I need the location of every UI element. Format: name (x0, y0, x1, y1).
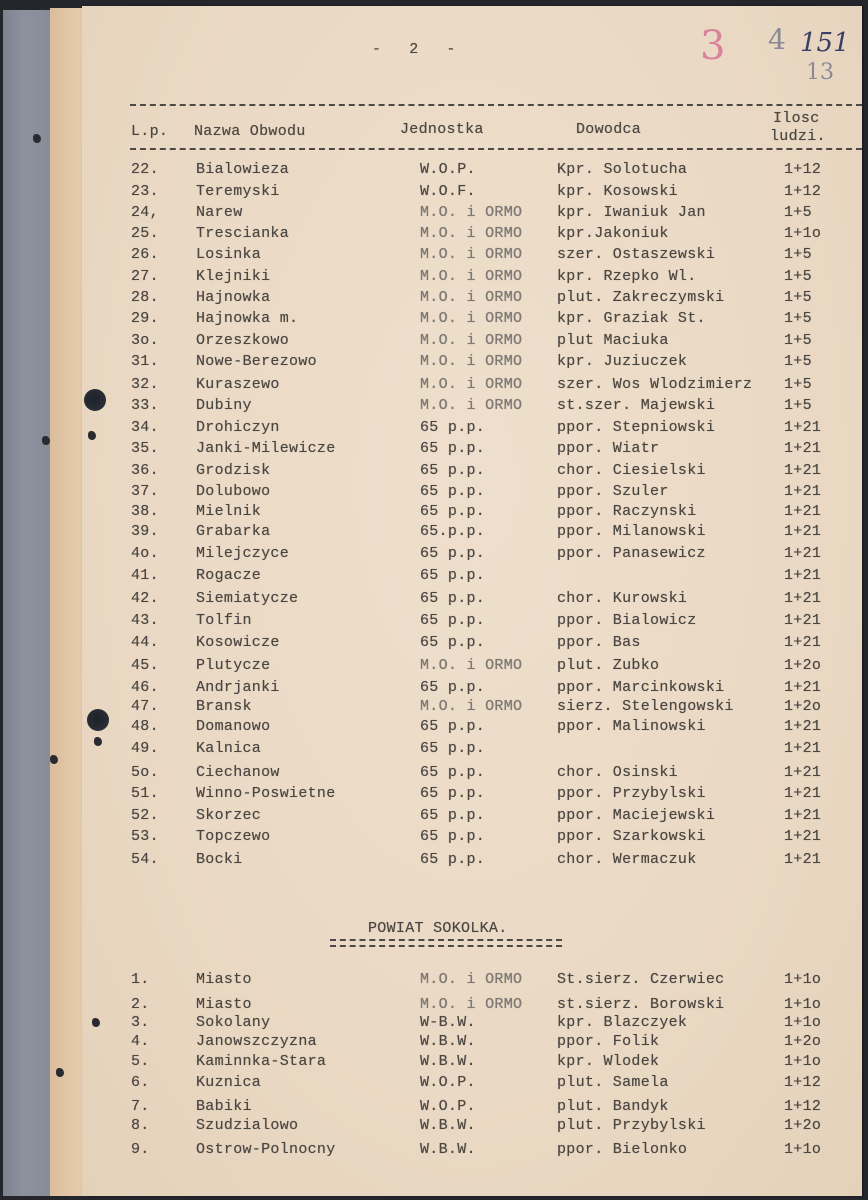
unit-name: M.O. i ORMO (420, 657, 523, 674)
row-number: 44. (131, 634, 159, 651)
table-row (0, 785, 868, 806)
commander-name: ppor. Folik (557, 1033, 660, 1050)
table-row (0, 590, 868, 611)
row-number: 54. (131, 851, 159, 868)
header-name: Nazwa Obwodu (194, 123, 306, 140)
unit-name: W.O.P. (420, 1074, 476, 1091)
district-name: Miasto (196, 996, 252, 1013)
table-row (0, 353, 868, 374)
commander-name: ppor. Bielonko (557, 1141, 688, 1158)
header-qty-line2: ludzi. (770, 128, 826, 145)
district-name: Milejczyce (196, 545, 290, 562)
unit-name: M.O. i ORMO (420, 246, 523, 263)
district-name: Hajnowka (196, 289, 271, 306)
header-rule-bottom (130, 148, 862, 150)
commander-name: ppor. Malinowski (557, 718, 706, 735)
row-number: 9. (131, 1141, 150, 1158)
personnel-count: 1+21 (784, 851, 822, 868)
table-row (0, 851, 868, 872)
table-row (0, 1053, 868, 1074)
row-number: 8. (131, 1117, 150, 1134)
table-row (0, 523, 868, 544)
district-name: Andrjanki (196, 679, 280, 696)
personnel-count: 1+21 (784, 634, 822, 651)
unit-name: 65 p.p. (420, 590, 486, 607)
district-name: Rogacze (196, 567, 262, 584)
unit-name: 65 p.p. (420, 807, 486, 824)
personnel-count: 1+21 (784, 612, 822, 629)
section-title: POWIAT SOKOLKA. (368, 920, 508, 937)
row-number: 53. (131, 828, 159, 845)
commander-name: plut. Samela (557, 1074, 669, 1091)
row-number: 49. (131, 740, 159, 757)
commander-name: sierz. Stelengowski (557, 698, 734, 715)
district-name: Babiki (196, 1098, 252, 1115)
commander-name: ppor. Bialowicz (557, 612, 697, 629)
district-name: Miasto (196, 971, 252, 988)
personnel-count: 1+21 (784, 483, 822, 500)
row-number: 3o. (131, 332, 159, 349)
personnel-count: 1+21 (784, 462, 822, 479)
personnel-count: 1+12 (784, 161, 822, 178)
table-row (0, 971, 868, 992)
district-name: Janki-Milewicze (196, 440, 336, 457)
table-row (0, 289, 868, 310)
personnel-count: 1+5 (784, 376, 812, 393)
personnel-count: 1+21 (784, 545, 822, 562)
unit-name: M.O. i ORMO (420, 332, 523, 349)
row-number: 6. (131, 1074, 150, 1091)
unit-name: M.O. i ORMO (420, 289, 523, 306)
unit-name: W-B.W. (420, 1014, 476, 1031)
unit-name: 65 p.p. (420, 545, 486, 562)
commander-name: plut Maciuka (557, 332, 669, 349)
commander-name: kpr. Rzepko Wl. (557, 268, 697, 285)
personnel-count: 1+21 (784, 807, 822, 824)
row-number: 27. (131, 268, 159, 285)
district-name: Bransk (196, 698, 252, 715)
district-name: Bocki (196, 851, 243, 868)
table-row (0, 246, 868, 267)
personnel-count: 1+1o (784, 996, 822, 1013)
commander-name: Kpr. Solotucha (557, 161, 688, 178)
archive-number-annotation: 151 (800, 28, 850, 58)
row-number: 36. (131, 462, 159, 479)
commander-name: ppor. Panasewicz (557, 545, 706, 562)
row-number: 32. (131, 376, 159, 393)
unit-name: 65 p.p. (420, 828, 486, 845)
table-row (0, 679, 868, 700)
personnel-count: 1+2o (784, 698, 822, 715)
district-name: Klejniki (196, 268, 271, 285)
commander-name: ppor. Maciejewski (557, 807, 716, 824)
personnel-count: 1+5 (784, 268, 812, 285)
unit-name: 65 p.p. (420, 440, 486, 457)
personnel-count: 1+5 (784, 332, 812, 349)
commander-name: kpr. Juziuczek (557, 353, 688, 370)
commander-name: chor. Ciesielski (557, 462, 706, 479)
table-row (0, 204, 868, 225)
personnel-count: 1+2o (784, 1033, 822, 1050)
unit-name: M.O. i ORMO (420, 204, 523, 221)
table-row (0, 1141, 868, 1162)
table-row (0, 268, 868, 289)
header-qty-line1: Ilosc (773, 110, 820, 127)
district-name: Bialowieza (196, 161, 290, 178)
commander-name: ppor. Bas (557, 634, 641, 651)
table-row (0, 612, 868, 633)
commander-name: ppor. Wiatr (557, 440, 660, 457)
row-number: 29. (131, 310, 159, 327)
table-row (0, 440, 868, 461)
unit-name: 65 p.p. (420, 718, 486, 735)
table-row (0, 161, 868, 182)
district-name: Trescianka (196, 225, 290, 242)
unit-name: M.O. i ORMO (420, 353, 523, 370)
district-name: Dolubowo (196, 483, 271, 500)
commander-name: St.sierz. Czerwiec (557, 971, 725, 988)
unit-name: M.O. i ORMO (420, 268, 523, 285)
row-number: 52. (131, 807, 159, 824)
row-number: 31. (131, 353, 159, 370)
personnel-count: 1+5 (784, 397, 812, 414)
commander-name: kpr. Kosowski (557, 183, 678, 200)
table-row (0, 1117, 868, 1138)
district-name: Nowe-Berezowo (196, 353, 317, 370)
unit-name: M.O. i ORMO (420, 397, 523, 414)
district-name: Skorzec (196, 807, 262, 824)
commander-name: chor. Wermaczuk (557, 851, 697, 868)
unit-name: W.B.W. (420, 1053, 476, 1070)
unit-name: M.O. i ORMO (420, 996, 523, 1013)
personnel-count: 1+2o (784, 657, 822, 674)
commander-name: ppor. Szuler (557, 483, 669, 500)
table-row (0, 483, 868, 504)
row-number: 24, (131, 204, 159, 221)
table-row (0, 503, 868, 524)
district-name: Tolfin (196, 612, 252, 629)
table-row (0, 634, 868, 655)
district-name: Szudzialowo (196, 1117, 299, 1134)
section-title-underline (330, 939, 562, 947)
personnel-count: 1+5 (784, 246, 812, 263)
personnel-count: 1+12 (784, 1074, 822, 1091)
row-number: 28. (131, 289, 159, 306)
table-row (0, 545, 868, 566)
table-row (0, 698, 868, 719)
unit-name: W.B.W. (420, 1117, 476, 1134)
personnel-count: 1+21 (784, 740, 822, 757)
personnel-count: 1+21 (784, 679, 822, 696)
personnel-count: 1+12 (784, 1098, 822, 1115)
unit-name: W.B.W. (420, 1033, 476, 1050)
district-name: Janowszczyzna (196, 1033, 317, 1050)
table-row (0, 1098, 868, 1119)
row-number: 35. (131, 440, 159, 457)
commander-name: kpr. Graziak St. (557, 310, 706, 327)
personnel-count: 1+21 (784, 503, 822, 520)
table-row (0, 764, 868, 785)
district-name: Drohiczyn (196, 419, 280, 436)
personnel-count: 1+21 (784, 523, 822, 540)
district-name: Kaminnka-Stara (196, 1053, 327, 1070)
table-row (0, 332, 868, 353)
commander-name: szer. Ostaszewski (557, 246, 716, 263)
table-row (0, 657, 868, 678)
unit-name: 65 p.p. (420, 851, 486, 868)
personnel-count: 1+21 (784, 419, 822, 436)
district-name: Topczewo (196, 828, 271, 845)
table-row (0, 225, 868, 246)
table-row (0, 419, 868, 440)
district-name: Sokolany (196, 1014, 271, 1031)
commander-name: kpr. Blazczyek (557, 1014, 688, 1031)
table-row (0, 807, 868, 828)
row-number: 3. (131, 1014, 150, 1031)
commander-name: szer. Wos Wlodzimierz (557, 376, 753, 393)
row-number: 51. (131, 785, 159, 802)
district-name: Kuraszewo (196, 376, 280, 393)
table-row (0, 1014, 868, 1035)
unit-name: 65 p.p. (420, 764, 486, 781)
unit-name: 65 p.p. (420, 785, 486, 802)
district-name: Grodzisk (196, 462, 271, 479)
table-row (0, 828, 868, 849)
personnel-count: 1+1o (784, 971, 822, 988)
unit-name: 65 p.p. (420, 462, 486, 479)
commander-name: chor. Kurowski (557, 590, 688, 607)
commander-name: chor. Osinski (557, 764, 678, 781)
district-name: Mielnik (196, 503, 262, 520)
personnel-count: 1+21 (784, 440, 822, 457)
row-number: 4o. (131, 545, 159, 562)
district-name: Hajnowka m. (196, 310, 299, 327)
district-name: Domanowo (196, 718, 271, 735)
commander-name: plut. Bandyk (557, 1098, 669, 1115)
personnel-count: 1+21 (784, 590, 822, 607)
district-name: Losinka (196, 246, 262, 263)
unit-name: 65 p.p. (420, 740, 486, 757)
personnel-count: 1+5 (784, 289, 812, 306)
row-number: 33. (131, 397, 159, 414)
row-number: 2. (131, 996, 150, 1013)
table-row (0, 567, 868, 588)
page-number: - 2 - (372, 41, 456, 58)
unit-name: 65 p.p. (420, 503, 486, 520)
district-name: Grabarka (196, 523, 271, 540)
personnel-count: 1+12 (784, 183, 822, 200)
unit-name: 65 p.p. (420, 634, 486, 651)
pencil-number-annotation: 13 (806, 60, 834, 85)
personnel-count: 1+21 (784, 567, 822, 584)
district-name: Plutycze (196, 657, 271, 674)
district-name: Ostrow-Polnocny (196, 1141, 336, 1158)
district-name: Winno-Poswietne (196, 785, 336, 802)
personnel-count: 1+21 (784, 785, 822, 802)
district-name: Narew (196, 204, 243, 221)
unit-name: W.O.F. (420, 183, 476, 200)
district-name: Kalnica (196, 740, 262, 757)
personnel-count: 1+1o (784, 225, 822, 242)
table-row (0, 1033, 868, 1054)
row-number: 4. (131, 1033, 150, 1050)
district-name: Dubiny (196, 397, 252, 414)
personnel-count: 1+2o (784, 1117, 822, 1134)
header-unit: Jednostka (400, 121, 484, 138)
table-row (0, 740, 868, 761)
commander-name: ppor. Marcinkowski (557, 679, 725, 696)
row-number: 23. (131, 183, 159, 200)
personnel-count: 1+5 (784, 353, 812, 370)
district-name: Kosowicze (196, 634, 280, 651)
personnel-count: 1+21 (784, 718, 822, 735)
row-number: 45. (131, 657, 159, 674)
unit-name: 65.p.p. (420, 523, 486, 540)
unit-name: W.B.W. (420, 1141, 476, 1158)
unit-name: W.O.P. (420, 161, 476, 178)
table-row (0, 183, 868, 204)
row-number: 43. (131, 612, 159, 629)
unit-name: M.O. i ORMO (420, 310, 523, 327)
commander-name: ppor. Milanowski (557, 523, 706, 540)
table-row (0, 462, 868, 483)
row-number: 25. (131, 225, 159, 242)
commander-name: ppor. Szarkowski (557, 828, 706, 845)
row-number: 42. (131, 590, 159, 607)
row-number: 34. (131, 419, 159, 436)
row-number: 37. (131, 483, 159, 500)
unit-name: M.O. i ORMO (420, 971, 523, 988)
commander-name: plut. Zakreczymski (557, 289, 725, 306)
header-lp: L.p. (131, 123, 169, 140)
table-row (0, 310, 868, 331)
district-name: Siemiatycze (196, 590, 299, 607)
row-number: 5o. (131, 764, 159, 781)
table-row (0, 376, 868, 397)
personnel-count: 1+1o (784, 1141, 822, 1158)
table-row (0, 718, 868, 739)
unit-name: 65 p.p. (420, 419, 486, 436)
header-rule-top (130, 104, 862, 106)
personnel-count: 1+1o (784, 1014, 822, 1031)
staple-mark (33, 134, 41, 143)
commander-name: plut. Przybylski (557, 1117, 706, 1134)
commander-name: ppor. Raczynski (557, 503, 697, 520)
row-number: 41. (131, 567, 159, 584)
header-commander: Dowodca (576, 121, 642, 138)
unit-name: M.O. i ORMO (420, 376, 523, 393)
row-number: 7. (131, 1098, 150, 1115)
row-number: 26. (131, 246, 159, 263)
personnel-count: 1+5 (784, 310, 812, 327)
commander-name: plut. Zubko (557, 657, 660, 674)
table-row (0, 1074, 868, 1095)
commander-name: kpr. Wlodek (557, 1053, 660, 1070)
row-number: 39. (131, 523, 159, 540)
row-number: 48. (131, 718, 159, 735)
row-number: 5. (131, 1053, 150, 1070)
unit-name: 65 p.p. (420, 567, 486, 584)
personnel-count: 1+5 (784, 204, 812, 221)
unit-name: M.O. i ORMO (420, 225, 523, 242)
commander-name: st.sierz. Borowski (557, 996, 725, 1013)
unit-name: 65 p.p. (420, 483, 486, 500)
red-pencil-annotation: 3 (700, 23, 726, 69)
commander-name: ppor. Przybylski (557, 785, 706, 802)
row-number: 46. (131, 679, 159, 696)
personnel-count: 1+1o (784, 1053, 822, 1070)
row-number: 47. (131, 698, 159, 715)
personnel-count: 1+21 (784, 764, 822, 781)
archive-prefix-annotation: 4 (768, 23, 786, 56)
unit-name: W.O.P. (420, 1098, 476, 1115)
district-name: Kuznica (196, 1074, 262, 1091)
district-name: Teremyski (196, 183, 280, 200)
personnel-count: 1+21 (784, 828, 822, 845)
row-number: 1. (131, 971, 150, 988)
row-number: 38. (131, 503, 159, 520)
unit-name: 65 p.p. (420, 612, 486, 629)
row-number: 22. (131, 161, 159, 178)
unit-name: M.O. i ORMO (420, 698, 523, 715)
table-row (0, 397, 868, 418)
commander-name: kpr.Jakoniuk (557, 225, 669, 242)
district-name: Ciechanow (196, 764, 280, 781)
commander-name: kpr. Iwaniuk Jan (557, 204, 706, 221)
commander-name: ppor. Stepniowski (557, 419, 716, 436)
district-name: Orzeszkowo (196, 332, 290, 349)
unit-name: 65 p.p. (420, 679, 486, 696)
commander-name: st.szer. Majewski (557, 397, 716, 414)
